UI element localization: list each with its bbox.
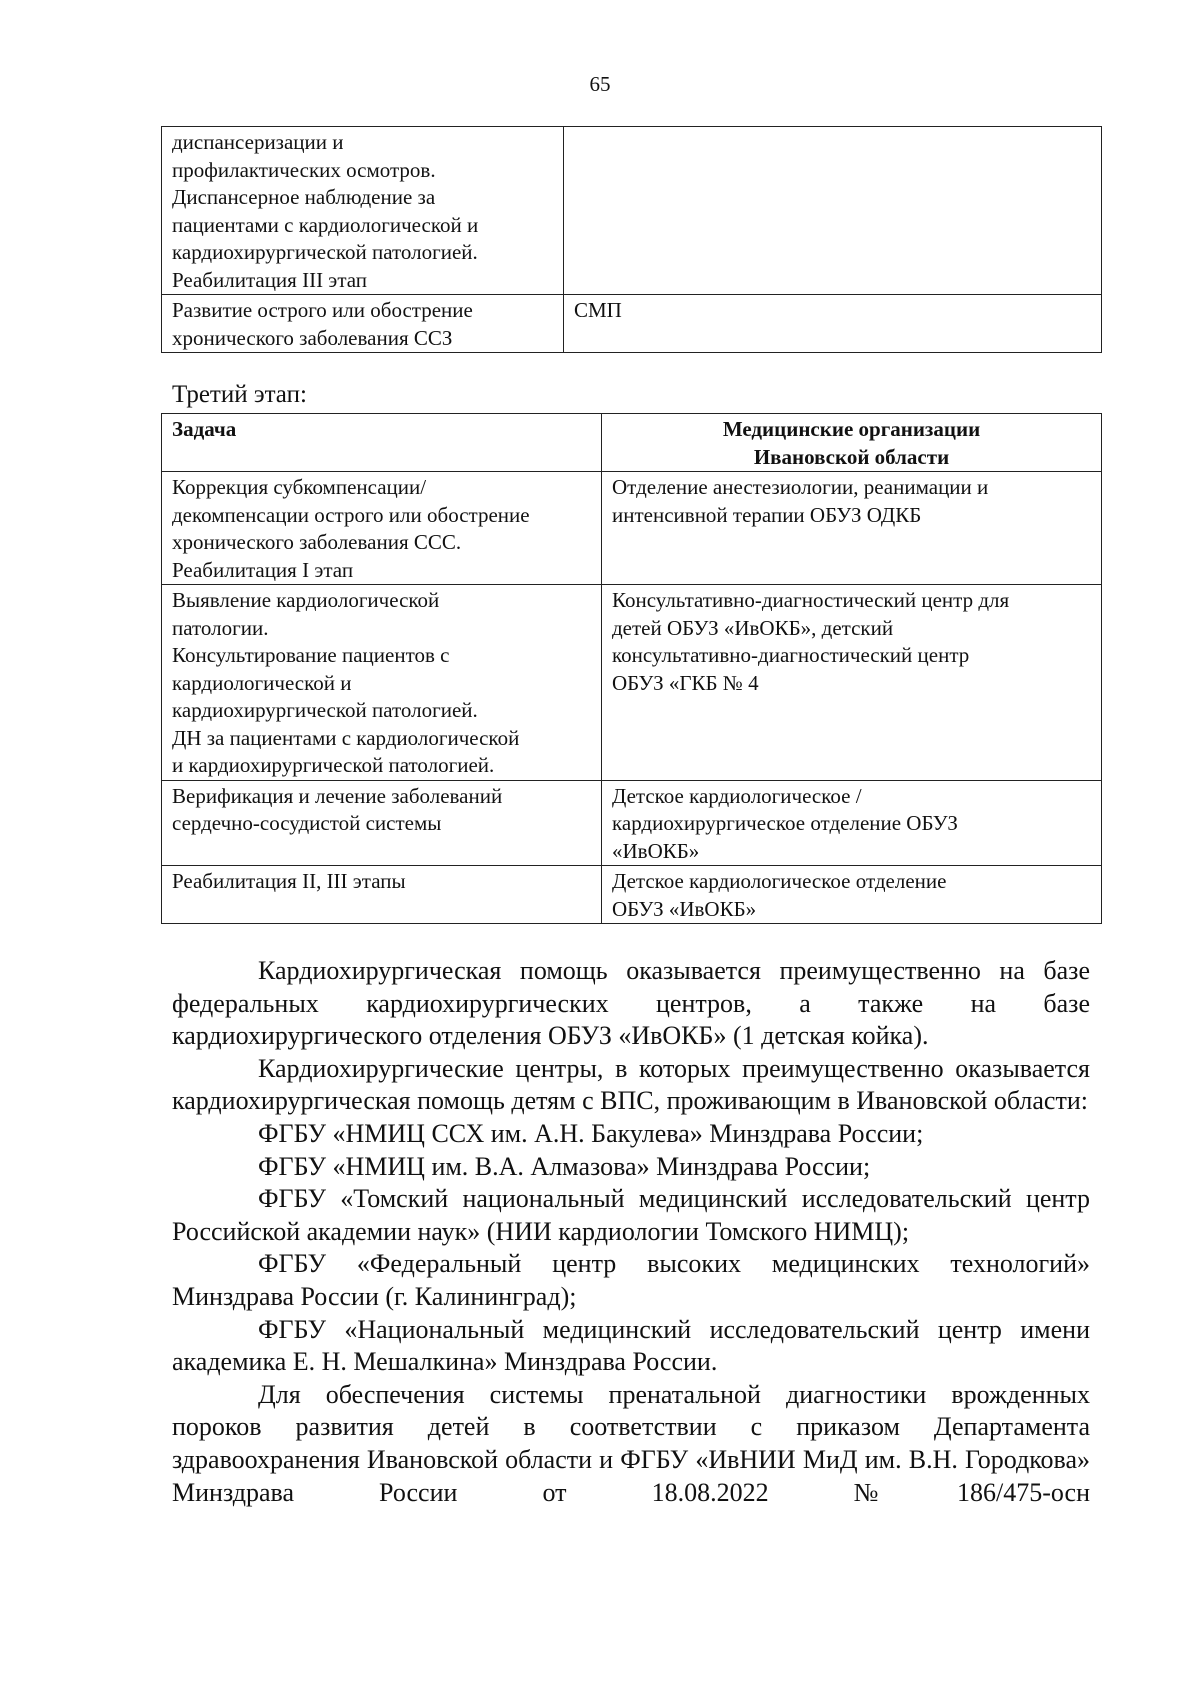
table-row	[162, 127, 1102, 295]
cell-line: декомпенсации острого или обострение	[172, 502, 530, 527]
cell-line: Диспансерное наблюдение за	[172, 185, 436, 209]
cell-line: интенсивной терапии ОБУЗ ОДКБ	[612, 502, 922, 527]
paragraph: Для обеспечения системы пренатальной диагностики врожденных пороков развития детей в соответствии с приказом Департамента здравоохранения Ивановской области и ФГБУ «ИвНИИ МиД им. В.Н. Городкова» Минздрава России от 18.08.2022 №186/475-осн	[172, 1379, 1090, 1507]
page-number: 65	[589, 72, 611, 96]
cell-line: Консультативно-диагностический центр для	[612, 588, 1010, 612]
section-title: Третий этап:	[172, 381, 307, 408]
org-cell	[564, 295, 1102, 353]
task-cell	[162, 780, 602, 866]
column-header-org	[602, 414, 1102, 472]
third-stage-table	[161, 413, 1102, 924]
cell-line: кардиохирургическое отделение ОБУЗ	[612, 811, 958, 835]
cell-line: ОБУЗ «ИвОКБ»	[612, 896, 757, 921]
cell-line: сердечно-сосудистой системы	[172, 811, 442, 835]
cell-line: Реабилитация III этап	[172, 267, 368, 292]
cell-line: консультативно-диагностический центр	[612, 643, 970, 667]
cell-line: пациентами с кардиологической и	[172, 212, 479, 237]
cell-line: ДН за пациентами с кардиологической	[172, 725, 520, 750]
header-text: Задача	[172, 417, 237, 441]
cell-line: Реабилитация II, III этапы	[172, 869, 406, 893]
org-cell	[602, 585, 1102, 781]
table-row	[162, 780, 1102, 866]
task-cell	[162, 127, 564, 295]
cell-line: профилактических осмотров.	[172, 157, 436, 182]
cell-line: диспансеризации и	[172, 130, 344, 154]
cell-line: Коррекция субкомпенсации/	[172, 475, 427, 499]
body-text	[172, 955, 1090, 1509]
org-cell	[602, 866, 1102, 924]
cell-line: ОБУЗ «ГКБ № 4	[612, 670, 759, 695]
cell-line: СМП	[574, 298, 622, 322]
cell-line: Детское кардиологическое /	[612, 783, 862, 808]
task-cell	[162, 472, 602, 585]
paragraph: ФГБУ «НМИЦ им. В.А. Алмазова» Минздрава России;	[258, 1151, 871, 1181]
org-cell	[602, 472, 1102, 585]
cell-line: кардиохирургической патологией.	[172, 698, 478, 722]
task-cell	[162, 295, 564, 353]
paragraph: ФГБУ «Национальный медицинский исследовательский центр имени академика Е. Н. Мешалкина» Минздрава России.	[172, 1314, 1090, 1377]
column-header-task	[162, 414, 602, 472]
paragraph: Кардиохирургические центры, в которых преимущественно оказывается кардиохирургическая помощь детям с ВПС, проживающим в Ивановской области:	[172, 1053, 1090, 1116]
task-cell	[162, 866, 602, 924]
paragraph: ФГБУ «НМИЦ ССХ им. А.Н. Бакулева» Минздрава России;	[258, 1118, 924, 1148]
cell-line: Консультирование пациентов с	[172, 643, 450, 667]
cell-line: и кардиохирургической патологией.	[172, 753, 495, 777]
table-row	[162, 866, 1102, 924]
org-cell	[602, 780, 1102, 866]
cell-line: Развитие острого или обострение	[172, 298, 473, 322]
cell-line: детей ОБУЗ «ИвОКБ», детский	[612, 615, 894, 640]
header-text: Ивановской области	[753, 444, 950, 469]
paragraph: ФГБУ «Федеральный центр высоких медицинских технологий» Минздрава России (г. Калининград);	[172, 1249, 1090, 1311]
cell-line: патологии.	[172, 615, 269, 640]
cell-line: «ИвОКБ»	[612, 838, 700, 863]
routing-table-continued	[161, 126, 1102, 353]
cell-line: Выявление кардиологической	[172, 588, 440, 612]
paragraph: Кардиохирургическая помощь оказывается преимущественно на базе федеральных кардиохирургических центров, а также на базе кардиохирургического отделения ОБУЗ «ИвОКБ» (1 детская койка).	[172, 956, 1090, 1051]
table-row	[162, 472, 1102, 585]
task-cell	[162, 585, 602, 781]
table-row	[162, 585, 1102, 781]
cell-line: кардиохирургической патологией.	[172, 240, 478, 264]
org-cell	[564, 127, 1102, 295]
cell-line: хронического заболевания ССС.	[172, 530, 462, 554]
header-text: Медицинские организации	[722, 417, 981, 441]
cell-line: хронического заболевания ССЗ	[172, 325, 453, 350]
cell-line: кардиологической и	[172, 670, 352, 695]
table-header-row	[162, 414, 1102, 472]
cell-line: Отделение анестезиологии, реанимации и	[612, 475, 989, 499]
cell-line: Реабилитация I этап	[172, 557, 354, 582]
cell-line: Детское кардиологическое отделение	[612, 869, 947, 893]
table-row	[162, 295, 1102, 353]
cell-line: Верификация и лечение заболеваний	[172, 783, 503, 808]
paragraph: ФГБУ «Томский национальный медицинский исследовательский центр Российской академии наук» (НИИ кардиологии Томского НИМЦ);	[172, 1184, 1090, 1246]
